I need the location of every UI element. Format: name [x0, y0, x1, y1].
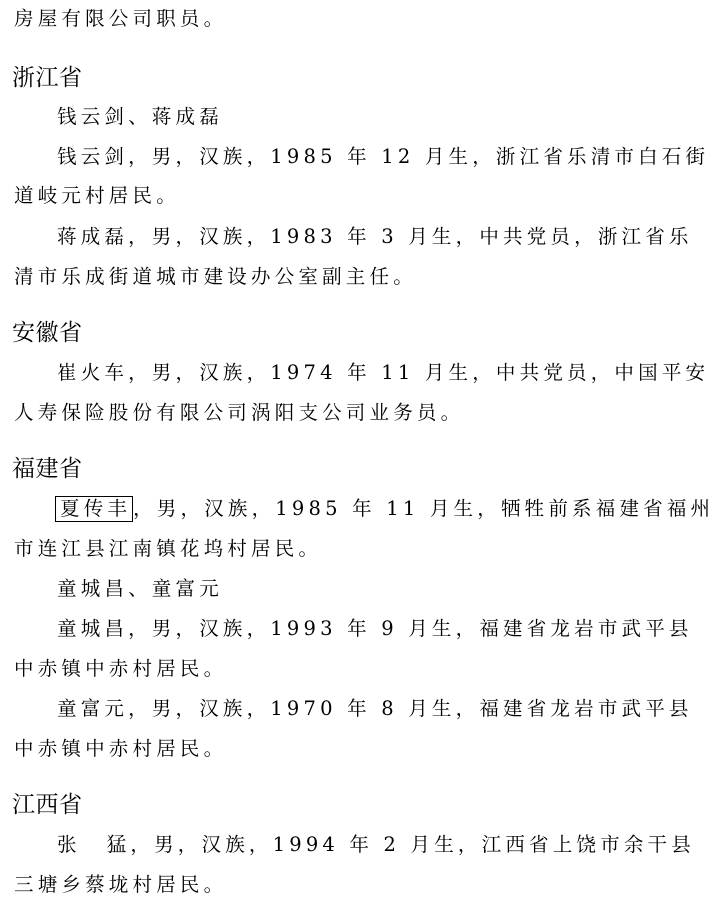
- text-span: ，男，汉族，1985 年 11 月生，牺牲前系福建省福州: [133, 497, 714, 520]
- text-line: 市连江县江南镇花坞村居民。: [14, 537, 323, 560]
- text-span: 猛: [106, 833, 131, 856]
- text-span: 张: [57, 833, 81, 856]
- text-span: ，男，汉族，1994 年 2 月生，江西省上饶市余干县: [130, 833, 695, 856]
- text-line: 三塘乡蔡垅村居民。: [14, 873, 228, 896]
- text-line: 崔火车，男，汉族，1974 年 11 月生，中共党员，中国平安: [57, 361, 710, 384]
- group-names-line: 童城昌、童富元: [57, 577, 223, 600]
- section-heading-jiangxi: 江西省: [12, 792, 83, 818]
- text-line: 清市乐成街道城市建设办公室副主任。: [14, 265, 417, 288]
- text-line: [57, 833, 695, 857]
- text-line: [55, 496, 714, 520]
- text-line: 童富元，男，汉族，1970 年 8 月生，福建省龙岩市武平县: [57, 697, 693, 720]
- text-line: 中赤镇中赤村居民。: [14, 737, 228, 760]
- text-line: 钱云剑，男，汉族，1985 年 12 月生，浙江省乐清市白石街: [57, 145, 710, 168]
- group-names-line: 钱云剑、蒋成磊: [57, 105, 223, 128]
- text-line: 中赤镇中赤村居民。: [14, 657, 228, 680]
- text-line: 道岐元村居民。: [14, 184, 180, 207]
- section-heading-fujian: 福建省: [12, 456, 83, 482]
- text-line: 蒋成磊，男，汉族，1983 年 3 月生，中共党员，浙江省乐: [57, 225, 693, 248]
- text-line: 房屋有限公司职员。: [14, 7, 228, 30]
- section-heading-anhui: 安徽省: [12, 320, 83, 346]
- highlighted-name-box: 夏传丰: [55, 496, 133, 522]
- text-line: 童城昌，男，汉族，1993 年 9 月生，福建省龙岩市武平县: [57, 617, 693, 640]
- text-line: 人寿保险股份有限公司涡阳支公司业务员。: [14, 401, 465, 424]
- section-heading-zhejiang: 浙江省: [12, 65, 83, 91]
